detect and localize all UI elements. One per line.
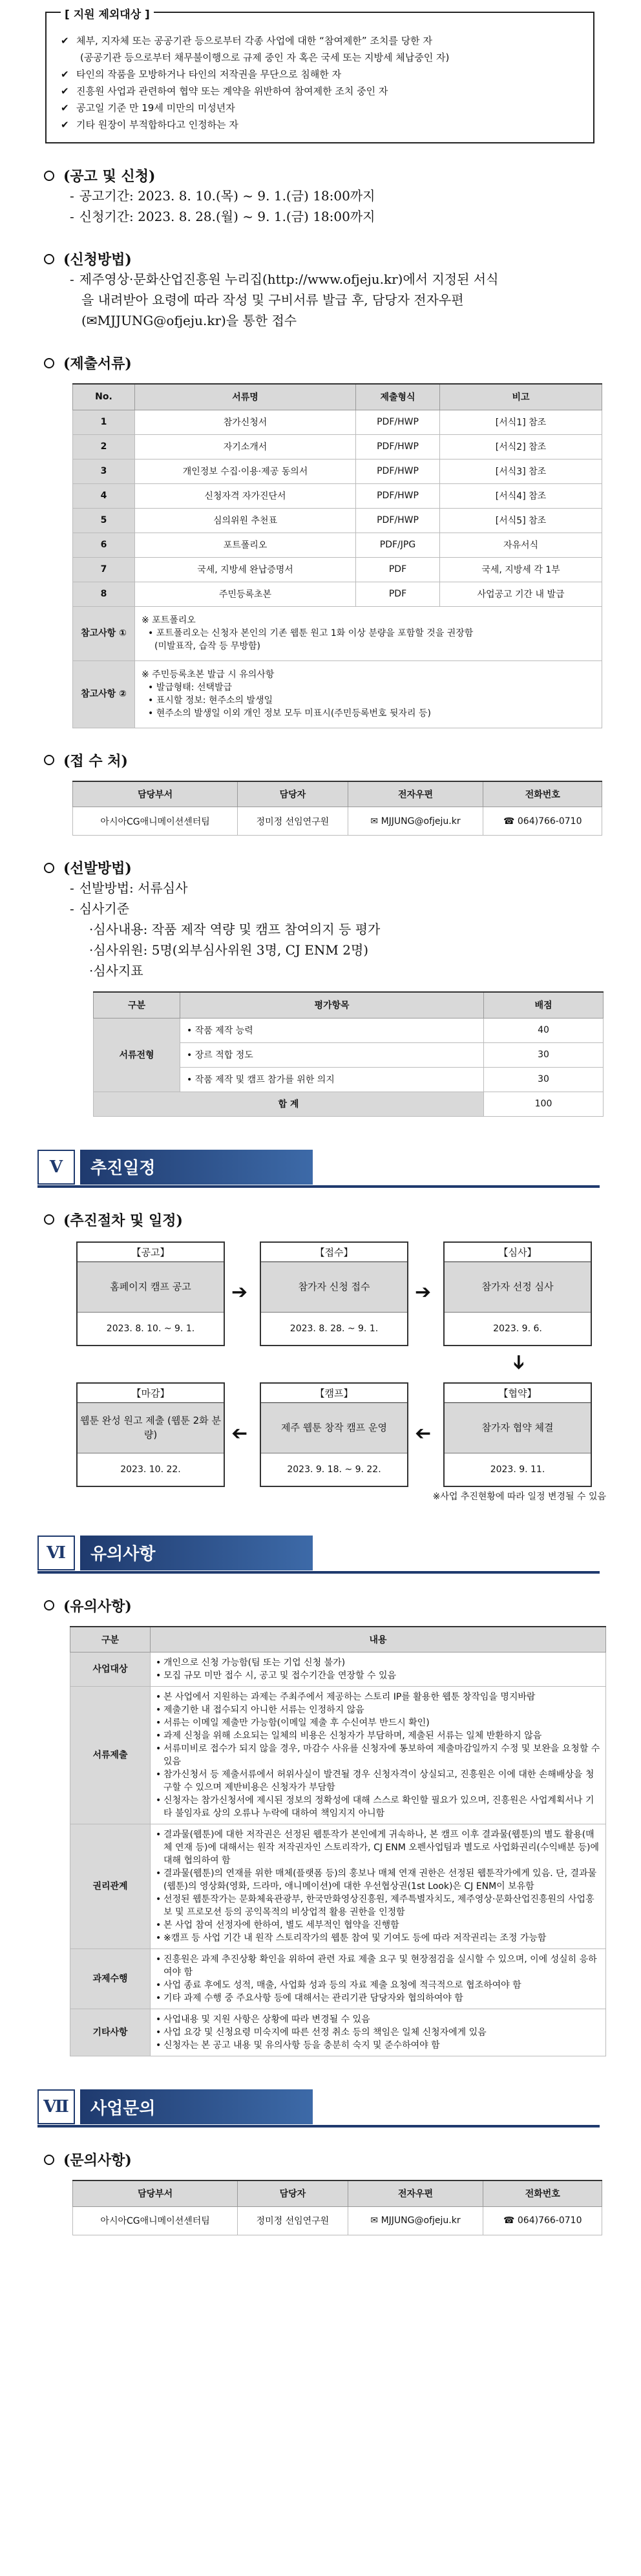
section-number: Ⅶ [37, 2089, 75, 2124]
table-row: 4 신청자격 자가진단서 PDF/HWP [서식4] 참조 [73, 483, 602, 508]
flow-step: 【마감】 웹툰 완성 원고 제출 (웹툰 2화 분량) 2023. 10. 22. [76, 1382, 225, 1487]
table-header: 서류명 [135, 384, 356, 410]
exclusion-item: ✔ 진흥원 사업과 관련하여 협약 또는 계약을 위반하여 참여제한 조치 중인 자 [61, 83, 580, 100]
table-row: 7 국세, 지방세 완납증명서 PDF 국세, 지방세 각 1부 [73, 557, 602, 582]
exclusion-item: ✔ 타인의 작품을 모방하거나 타인의 저작권을 무단으로 침해한 자 [61, 66, 580, 83]
mail-icon: ✉ [370, 2215, 381, 2226]
schedule-note: ※사업 추진현황에 따라 일정 변경될 수 있음 [432, 1491, 606, 1502]
circle-icon [44, 1214, 54, 1225]
selection-heading: (선발방법) [44, 858, 602, 878]
method-line: (✉MJJUNG@ofjeju.kr)을 통한 접수 [81, 313, 297, 328]
exclusion-item: ✔ 공고일 기준 만 19세 미만의 미성년자 [61, 100, 580, 116]
table-row: 5 심의위원 추천표 PDF/HWP [서식5] 참조 [73, 508, 602, 533]
docs-table [72, 383, 602, 728]
email-link[interactable]: MJJUNG@ofjeju.kr [381, 816, 461, 827]
table-header: 제출형식 [356, 384, 440, 410]
check-icon: ✔ [61, 102, 69, 114]
exclusion-item: ✔ 체부, 지자체 또는 공공기관 등으로부터 각종 사업에 대한 “참여제한” 조치를 당한 자 (공공기관 등으로부터 채무불이행으로 규제 중인 자 혹은 국세 또는 지방세 체납중인 자) [61, 32, 580, 66]
selection-line: ·심사위원: 5명(외부심사위원 3명, CJ ENM 2명) [89, 942, 369, 958]
docs-heading: (제출서류) [44, 353, 602, 373]
table-row: 아시아CG애니메이션센터팀 정미정 선임연구원 ✉ MJJUNG@ofjeju.kr ☎ 064)766-0710 [73, 807, 602, 836]
circle-icon [44, 254, 54, 264]
table-row: 2 자기소개서 PDF/HWP [서식2] 참조 [73, 434, 602, 459]
table-header: 비고 [440, 384, 602, 410]
exclusion-item: ✔ 기타 원장이 부적합하다고 인정하는 자 [61, 116, 580, 133]
section-title: 추진일정 [80, 1150, 313, 1185]
section-banner [37, 2089, 600, 2127]
table-row: 서류전형 • 작품 제작 능력 40 [94, 1018, 604, 1042]
schedule-flow [76, 1241, 606, 1506]
caution-heading: (유의사항) [44, 1596, 602, 1616]
inquiry-table: 담당부서 담당자 전자우편 전화번호 아시아CG애니메이션센터팀 정미정 선임연구원 ✉ MJJUNG@ofjeju.kr ☎ 064)766-0710 [72, 2180, 602, 2235]
table-row: • 작품 제작 및 캠프 참가를 위한 의지 30 [94, 1067, 604, 1092]
circle-icon [44, 358, 54, 368]
table-row: 8 주민등록초본 PDF 사업공고 기간 내 발급 [73, 582, 602, 606]
check-icon: ✔ [61, 85, 69, 97]
exclusion-list [61, 32, 580, 133]
table-row: 과제수행 • 진흥원은 과제 추진상황 확인을 위하여 관련 자료 제출 요구 및 현장점검을 실시할 수 있으며, 이에 성실히 응하여야 함 • 사업 종료 후에도 성적, 매출, 사업화 성과 등의 자료 제출 요청에 적극적으로 협조하여야 함 • 기타 과제 수행 중 주요사항 등에 대해서는 관리기관 담당자와 협의하여야 함 [70, 1949, 606, 2009]
flow-step: 【접수】 참가자 신청 접수 2023. 8. 28. ~ 9. 1. [260, 1241, 408, 1346]
check-icon: ✔ [61, 119, 69, 131]
section-number: Ⅴ [37, 1150, 75, 1185]
flow-step: 【캠프】 제주 웹툰 창작 캠프 운영 2023. 9. 18. ~ 9. 22. [260, 1382, 408, 1487]
method-heading: (신청방법) [44, 249, 602, 269]
circle-icon [44, 2155, 54, 2165]
table-row: 6 포트폴리오 PDF/JPG 자유서식 [73, 533, 602, 557]
total-row: 합 계 100 [94, 1092, 604, 1116]
notice-line: - 공고기간: 2023. 8. 10.(목) ~ 9. 1.(금) 18:00까지 [70, 188, 375, 204]
section-banner [37, 1149, 600, 1188]
phone-icon: ☎ [503, 816, 518, 827]
flow-step: 【공고】 홈페이지 캠프 공고 2023. 8. 10. ~ 9. 1. [76, 1241, 225, 1346]
selection-line: - 심사기준 [70, 901, 130, 916]
circle-icon [44, 1600, 54, 1610]
schedule-heading: (추진절차 및 일정) [44, 1210, 602, 1230]
email-link[interactable]: MJJUNG@ofjeju.kr [381, 2215, 461, 2226]
circle-icon [44, 863, 54, 873]
arrow-right-icon: ➔ [415, 1280, 432, 1304]
table-row: 3 개인정보 수집·이용·제공 동의서 PDF/HWP [서식3] 참조 [73, 459, 602, 483]
circle-icon [44, 171, 54, 181]
circle-icon [44, 755, 54, 765]
arrow-left-icon: ➔ [415, 1422, 432, 1445]
arrow-right-icon: ➔ [231, 1280, 248, 1304]
section-title: 사업문의 [80, 2089, 313, 2124]
check-icon: ✔ [61, 69, 69, 80]
phone-icon: ☎ [503, 2215, 518, 2226]
table-row: 사업대상 • 개인으로 신청 가능함(팀 또는 기업 신청 불가) • 모집 규모 미만 접수 시, 공고 및 접수기간을 연장할 수 있음 [70, 1652, 606, 1687]
arrow-left-icon: ➔ [231, 1422, 248, 1445]
table-row: • 장르 적합 정도 30 [94, 1042, 604, 1067]
notice-line: - 신청기간: 2023. 8. 28.(월) ~ 9. 1.(금) 18:00까지 [70, 209, 375, 224]
arrow-down-icon: ➔ [507, 1353, 531, 1371]
table-row: 1 참가신청서 PDF/HWP [서식1] 참조 [73, 410, 602, 434]
table-row: 아시아CG애니메이션센터팀 정미정 선임연구원 ✉ MJJUNG@ofjeju.kr ☎ 064)766-0710 [73, 2206, 602, 2235]
contact-heading: (접 수 처) [44, 750, 602, 770]
flow-step: 【심사】 참가자 선정 심사 2023. 9. 6. [443, 1241, 592, 1346]
section-title: 유의사항 [80, 1536, 313, 1570]
check-icon: ✔ [61, 35, 69, 47]
selection-line: ·심사내용: 작품 제작 역량 및 캠프 참여의지 등 평가 [89, 922, 381, 937]
method-line: - 제주영상·문화산업진흥원 누리집(http://www.ofjeju.kr)에서 지정된 서식 [70, 271, 499, 287]
note-row: 참고사항 ① ※ 포트폴리오 • 포트폴리오는 신청자 본인의 기존 웹툰 원고 1화 이상 분량을 포함할 것을 권장함 (미발표작, 습작 등 무방함) [73, 606, 602, 660]
table-row: 권리관계 • 결과물(웹툰)에 대한 저작권은 선정된 웹툰작가 본인에게 귀속하나, 본 캠프 이후 결과물(웹툰)의 별도 활용(매체 연재 등)에 대해서는 원작 저작권자인 스토리작가, CJ ENM 오펜사업팀과 별도로 사업화권리(수익배분 등)에 대해 협의하여 함 • 결과물(웹툰)의 연재를 위한 매체(플랫폼 등)의 홍보나 매체 연재 권한은 선정된 웹툰작가에게 있음. 단, 결과물(웹툰)의 영상화(영화, 드라마, 애니메이션)에 대한 우선협상권(1st Look)은 CJ ENM이 보유함 • 선정된 웹툰작가는 문화체육관광부, 한국만화영상진흥원, 제주특별자치도, 제주영상·문화산업진흥원의 사업홍보 및 프로모션 등의 공익목적의 비상업적 활용 권한을 인정함 • 본 사업 참여 선정자에 한하여, 별도 세부적인 협약을 진행함 • ※캠프 등 사업 기간 내 원작 스토리작가의 웹툰 참여 및 기여도 등에 따라 저작권리는 조정 가능함 [70, 1824, 606, 1949]
method-line: 을 내려받아 요령에 따라 작성 및 구비서류 발급 후, 담당자 전자우편 [81, 292, 464, 308]
notice-heading: (공고 및 신청) [44, 165, 602, 185]
contact-table: 담당부서 담당자 전자우편 전화번호 아시아CG애니메이션센터팀 정미정 선임연구원 ✉ MJJUNG@ofjeju.kr ☎ 064)766-0710 [72, 781, 602, 836]
section-number: Ⅵ [37, 1536, 75, 1570]
note-row: 참고사항 ② ※ 주민등록초본 발급 시 유의사항 • 발급형태: 선택발급 • 표시할 정보: 현주소의 발생일 • 현주소의 발생일 이외 개인 정보 모두 미표시(주민등록번호 뒷자리 등) [73, 660, 602, 728]
exclusion-box [45, 8, 594, 143]
flow-step: 【협약】 참가자 협약 체결 2023. 9. 11. [443, 1382, 592, 1487]
inquiry-heading: (문의사항) [44, 2149, 602, 2170]
table-row: 기타사항 • 사업내용 및 지원 사항은 상황에 따라 변경될 수 있음 • 사업 요강 및 신청요령 미숙지에 따른 선정 취소 등의 책임은 일체 신청자에게 있음 • 신청자는 본 공고 내용 및 유의사항 등을 충분히 숙지 및 준수하여야 함 [70, 2009, 606, 2056]
table-header: No. [73, 384, 135, 410]
selection-line: ·심사지표 [89, 963, 143, 978]
section-banner [37, 1535, 600, 1574]
table-row: 서류제출 • 본 사업에서 지원하는 과제는 주최주에서 제공하는 스토리 IP를 활용한 웹툰 창작임을 명지바람 • 제출기한 내 접수되지 아니한 서류는 인정하지 않음 • 서류는 이메일 제출만 가능함(이메일 제출 후 수신여부 반드시 확인) • 과제 신청을 위해 소요되는 일체의 비용은 신청자가 부담하며, 제출된 서류는 일체 반환하지 않음 • 서류미비로 접수가 되지 않을 경우, 마감수 사유를 신청자에 통보하여 제출마감일까지 수정 및 보완을 요청할 수 있음 • 참가신청서 등 제출서류에서 허위사실이 발견될 경우 신청자격이 상실되고, 진흥원은 이에 대한 손해배상을 청구할 수 있으며 제반비용은 신청자가 부담함 • 신청자는 참가신청서에 제시된 정보의 정확성에 대해 스스로 확인할 필요가 있으며, 진흥원은 사업계획서나 기타 불임자료 상의 오류나 누락에 대하여 책임지지 아니함 [70, 1687, 606, 1824]
caution-table: 구분 내용 사업대상 • 개인으로 신청 가능함(팀 또는 기업 신청 불가) • 모집 규모 미만 접수 시, 공고 및 접수기간을 연장할 수 있음 서류제출 • 본 사업에서 지원하는 과제는 주최주에서 제공하는 스토리 IP를 활용한 웹툰 창작임을 명지바람 • 제출기한 내 접수되지 아니한 서류는 인정하지 않음 • 서류는 이메일 제출만 가능함(이메일 제출 후 수신여부 반드시 확인) • 과제 신청을 위해 소요되는 일체의 비용은 신청자가 부담하며, 제출된 서류는 일체 반환하지 않음 • 서류미비로 접수가 되지 않을 경우, 마감수 사유를 신청자에 통보하여 제출마감일까지 수정 및 보완을 요청할 수 있음 • 참가신청서 등 제출서류에서 허위사실이 발견될 경우 신청자격이 상실되고, 진흥원은 이에 대한 손해배상을 청구할 수 있으며 제반비용은 신청자가 부담함 • 신청자는 참가신청서에 제시된 정보의 정확성에 대해 스스로 확인할 필요가 있으며, 진흥원은 사업계획서나 기타 불임자료 상의 오류나 누락에 대하여 책임지지 아니함 권리관계 • 결과물(웹툰)에 대한 저작권은 선정된 웹툰작가 본인에게 귀속하나, 본 캠프 이후 결과물(웹툰)의 별도 활용(매체 연재 등)에 대해서는 원작 저작권자인 스토리작가, CJ ENM 오펜사업팀과 별도로 사업화권리(수익배분 등)에 대해 협의하여 함 • 결과물(웹툰)의 연재를 위한 매체(플랫폼 등)의 홍보나 매체 연재 권한은 선정된 웹툰작가에게 있음. 단, 결과물(웹툰)의 영상화(영화, 드라마, 애니메이션)에 대한 우선협상권(1st Look)은 CJ ENM이 보유함 • 선정된 웹툰작가는 문화체육관광부, 한국만화영상진흥원, 제주특별자치도, 제주영상·문화산업진흥원의 사업홍보 및 프로모션 등의 공익목적의 비상업적 활용 권한을 인정함 • 본 사업 참여 선정자에 한하여, 별도 세부적인 협약을 진행함 • ※캠프 등 사업 기간 내 원작 스토리작가의 웹툰 참여 및 기여도 등에 따라 저작권리는 조정 가능함 과제수행 • 진흥원은 과제 추진상황 확인을 위하여 관련 자료 제출 요구 및 현장점검을 실시할 수 있으며, 이에 성실히 응하여야 함 • 사업 종료 후에도 성적, 매출, 사업화 성과 등의 자료 제출 요청에 적극적으로 협조하여야 함 • 기타 과제 수행 중 주요사항 등에 대해서는 관리기관 담당자와 협의하여야 함 기타사항 • 사업내용 및 지원 사항은 상황에 따라 변경될 수 있음 • 사업 요강 및 신청요령 미숙지에 따른 선정 취소 등의 책임은 일체 신청자에게 있음 • 신청자는 본 공고 내용 및 유의사항 등을 충분히 숙지 및 준수하여야 함 [70, 1626, 606, 2057]
exclusion-title: [ 지원 제외대상 ] [61, 5, 154, 21]
evaluation-table: 구분 평가항목 배점 서류전형 • 작품 제작 능력 40 • 장르 적합 정도 30 • 작품 제작 및 캠프 참가를 위한 의지 30 합 계 100 [93, 991, 604, 1117]
mail-icon: ✉ [370, 816, 381, 827]
selection-line: - 선발방법: 서류심사 [70, 880, 188, 896]
